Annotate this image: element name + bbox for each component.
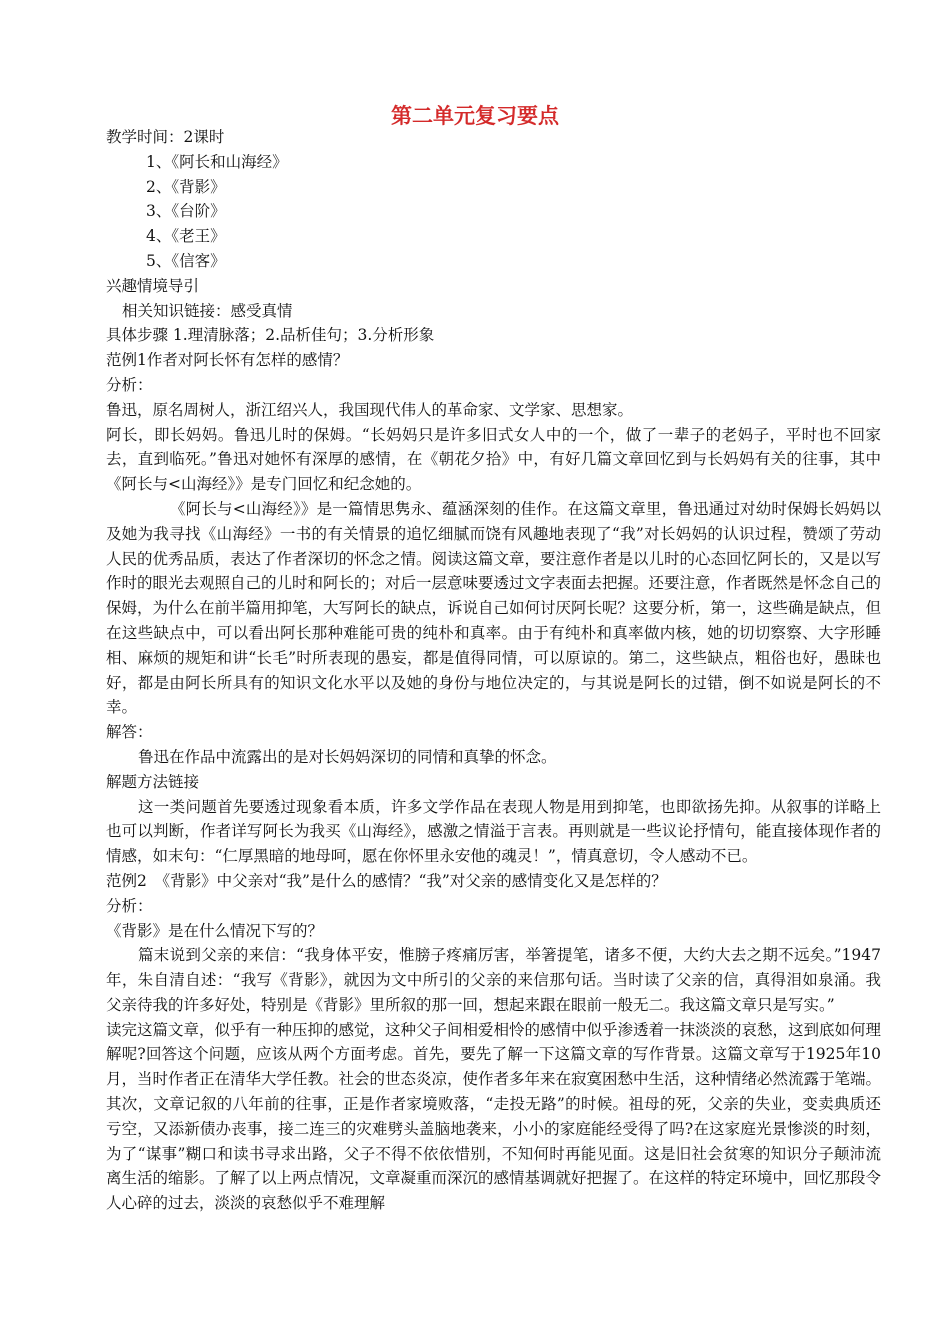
knowledge-link: 相关知识链接：感受真情 — [122, 301, 293, 320]
document-title: 第二单元复习要点 — [391, 104, 559, 128]
analysis-label: 分析： — [106, 896, 153, 915]
teaching-time: 教学时间：2课时 — [106, 128, 225, 146]
lesson-item: 1、《阿长和山海经》 — [146, 152, 288, 171]
example-2-heading: 范例2 《背影》中父亲对“我”是什么的感情？“我”对父亲的感情变化又是怎样的？ — [106, 871, 667, 890]
answer-label: 解答： — [106, 723, 153, 742]
method-paragraph: 这一类问题首先要透过现象看本质，许多文学作品在表现人物是用到抑笔，也即欲扬先抑。从叙事的详略上也可以判断，作者详写阿长为我买《山海经》，感激之情溢于言表。再则就是一些议论抒情句，能直接体现作者的情感，如末句：“仁厚黑暗的地母呵，愿在你怀里永安他的魂灵！”，情真意切，令人感动不已。 — [106, 797, 881, 866]
method-label: 解题方法链接 — [106, 772, 200, 791]
lesson-item: 2、《背影》 — [146, 177, 226, 196]
main-analysis-paragraph: 《阿长与<山海经》》是一篇情思隽永、蕴涵深刻的佳作。在这篇文章里，鲁迅通过对幼时保姆长妈妈以及她为我寻找《山海经》一书的有关情景的追忆细腻而饶有风趣地表现了“我”对长妈妈的认识过程，赞颂了劳动人民的优秀品质，表达了作者深切的怀念之情。阅读这篇文章，要注意作者是以儿时的心态回忆阿长的，又是以写作时的眼光去观照自己的儿时和阿长的；对后一层意味要透过文字表面去把握。还要注意，作者既然是怀念自己的保姆，为什么在前半篇用抑笔，大写阿长的缺点，诉说自己如何讨厌阿长呢？这要分析，第一，这些确是缺点，但在这些缺点中，可以看出阿长那种难能可贵的纯朴和真率。由于有纯朴和真率做内核，她的切切察察、大字形睡相、麻烦的规矩和讲“长毛”时所表现的愚妄，都是值得同情，可以原谅的。第二，这些缺点，粗俗也好，愚昧也好，都是由阿长所具有的知识文化水平以及她的身份与地位决定的，与其说是阿长的过错，倒不如说是阿长的不幸。 — [106, 499, 882, 717]
final-paragraph: 读完这篇文章，似乎有一种压抑的感觉，这种父子间相爱相怜的感情中似乎渗透着一抹淡淡的哀愁，这到底如何理解呢?回答这个问题，应该从两个方面考虑。首先，要先了解一下这篇文章的写作背景。这篇文章写于1925年10月，当时作者正在清华大学任教。社会的世态炎凉，使作者多年来在寂寞困愁中生活，这种情绪必然流露于笔端。其次，文章记叙的八年前的往事，正是作者家境败落，“走投无路”的时候。祖母的死，父亲的失业，变卖典质还亏空，又添新债办丧事，接二连三的灾难劈头盖脑地袭来，小小的家庭能经受得了吗?在这家庭光景惨淡的时刻，为了“谋事”糊口和读书寻求出路，父子不得不依依惜别，不知何时再能见面。这是旧社会贫寒的知识分子颠沛流离生活的缩影。了解了以上两点情况，文章凝重而深沉的感情基调就好把握了。在这样的特定环境中，回忆那段令人心碎的过去，淡淡的哀愁似乎不难理解 — [106, 1020, 882, 1213]
answer-text: 鲁迅在作品中流露出的是对长妈妈深切的同情和真挚的怀念。 — [138, 747, 557, 766]
lesson-item: 3、《台阶》 — [146, 202, 226, 221]
lesson-item: 5、《信客》 — [146, 251, 226, 270]
document-body — [106, 125, 881, 1216]
analysis-label: 分析： — [106, 375, 153, 394]
beiying-question: 《背影》是在什么情况下写的？ — [106, 921, 324, 940]
luxun-intro: 鲁迅，原名周树人，浙江绍兴人，我国现代伟人的革命家、文学家、思想家。 — [106, 400, 634, 419]
father-letter-paragraph: 篇末说到父亲的来信：“我身体平安，惟膀子疼痛厉害，举箸提笔，诸多不便，大约大去之期不远矣。”1947年，朱自清自述：“我写《背影》，就因为文中所引的父亲的来信那句话。当时读了父亲的信，真得泪如泉涌。我父亲待我的许多好处，特别是《背影》里所叙的那一回，想起来跟在眼前一般无二。我这篇文章只是写实。” — [106, 946, 881, 1014]
achang-intro: 阿长，即长妈妈。鲁迅儿时的保姆。“长妈妈只是许多旧式女人中的一个，做了一辈子的老妈子，平时也不回家去，直到临死。”鲁迅对她怀有深厚的感情，在《朝花夕拾》中，有好几篇文章回忆到与长妈妈有关的往事，其中《阿长与<山海经》》是专门回忆和纪念她的。 — [106, 425, 881, 494]
example-1-heading: 范例1作者对阿长怀有怎样的感情？ — [106, 351, 349, 370]
section-heading-intro: 兴趣情境导引 — [106, 276, 200, 295]
steps-line: 具体步骤 1.理清脉落；2.品析佳句；3.分析形象 — [106, 326, 435, 345]
lesson-item: 4、《老王》 — [146, 227, 226, 246]
